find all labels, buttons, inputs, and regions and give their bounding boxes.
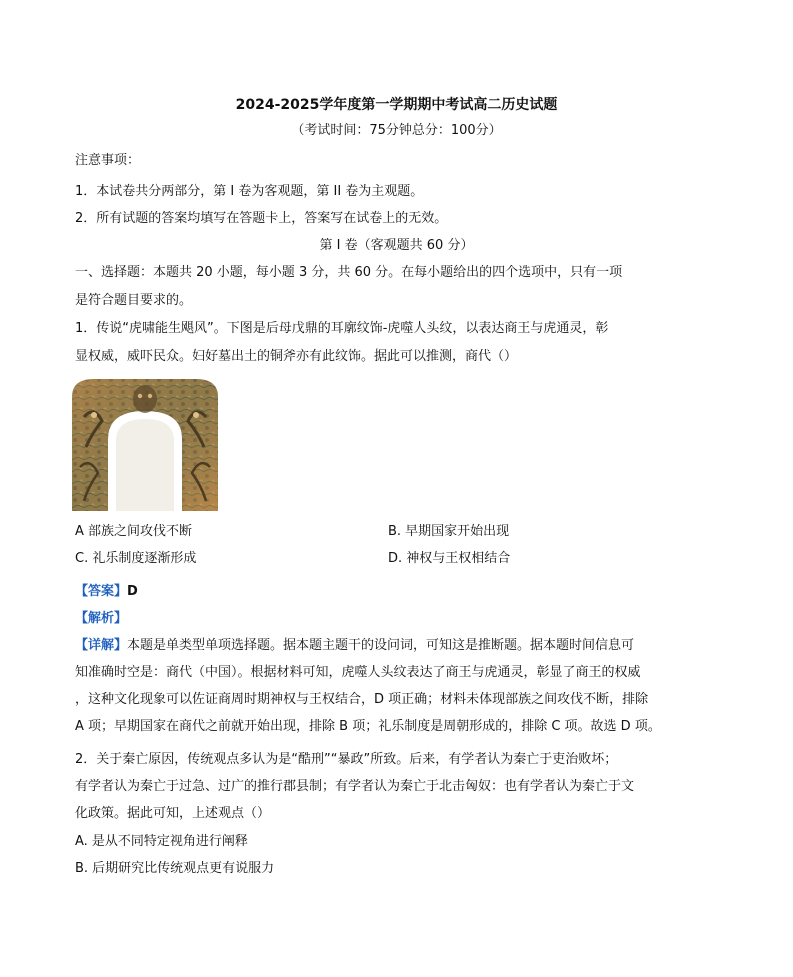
notice-item-1: 1．本试卷共分两部分，第 I 卷为客观题，第 II 卷为主观题。 xyxy=(75,184,424,199)
q2-stem-line-3: 化政策。据此可知，上述观点（） xyxy=(75,806,271,821)
q1-answer-line xyxy=(75,583,138,601)
q1-analysis-line xyxy=(75,610,127,628)
q1-option-c: C. 礼乐制度逐渐形成 xyxy=(75,551,197,566)
analysis-tag: 【解析】 xyxy=(75,611,128,626)
q2-option-a: A. 是从不同特定视角进行阐释 xyxy=(75,834,248,849)
part1-instruction-line-1: 一、选择题：本题共 20 小题，每小题 3 分，共 60 分。在每小题给出的四个选项中，只有一项 xyxy=(75,265,623,280)
q1-detail-line-2: 知准确时空是：商代（中国）。根据材料可知，虎噬人头纹表达了商王与虎通灵，彰显了商王的权威 xyxy=(75,665,641,680)
answer-value: D xyxy=(127,584,138,599)
part1-heading: 第 I 卷（客观题共 60 分） xyxy=(319,238,474,253)
notice-heading: 注意事项： xyxy=(75,153,141,168)
part1-instruction-line-2: 是符合题目要求的。 xyxy=(75,293,193,308)
exam-subtitle: （考试时间：75分钟总分：100分） xyxy=(291,123,502,138)
detail-text: 本题是单类型单项选择题。据本题主题干的设问词，可知这是推断题。据本题时间信息可 xyxy=(127,638,635,653)
notice-item-2: 2．所有试题的答案均填写在答题卡上，答案写在试卷上的无效。 xyxy=(75,211,448,226)
bronze-ornament-image xyxy=(72,377,218,511)
q1-option-b: B. 早期国家开始出现 xyxy=(388,524,510,539)
detail-tag: 【详解】 xyxy=(75,638,128,653)
q1-option-a: A 部族之间攻伐不断 xyxy=(75,524,193,539)
q2-stem-line-1: 2．关于秦亡原因，传统观点多认为是“酷刑”“暴政”所致。后来，有学者认为秦亡于吏治败坏； xyxy=(75,752,618,767)
q1-stem-line-2: 显权威，威吓民众。妇好墓出土的铜斧亦有此纹饰。据此可以推测，商代（） xyxy=(75,349,518,364)
q1-detail-line-1 xyxy=(75,637,634,655)
exam-title: 2024-2025学年度第一学期期中考试高二历史试题 xyxy=(235,97,558,113)
q1-option-d: D. 神权与王权相结合 xyxy=(388,551,511,566)
answer-tag: 【答案】 xyxy=(75,584,128,599)
q1-detail-line-4: A 项；早期国家在商代之前就开始出现，排除 B 项；礼乐制度是周朝形成的，排除 C 项。故选 D 项。 xyxy=(75,719,661,734)
q1-stem-line-1: 1．传说“虎啸能生飓风”。下图是后母戊鼎的耳廓纹饰-虎噬人头纹，以表达商王与虎通灵，彰 xyxy=(75,321,609,336)
q2-stem-line-2: 有学者认为秦亡于过急、过广的推行郡县制；有学者认为秦亡于北击匈奴：也有学者认为秦亡于文 xyxy=(75,779,635,794)
q2-option-b: B. 后期研究比传统观点更有说服力 xyxy=(75,861,275,876)
q1-detail-line-3: ，这种文化现象可以佐证商周时期神权与王权结合，D 项正确；材料未体现部族之间攻伐不断，排除 xyxy=(75,692,649,707)
